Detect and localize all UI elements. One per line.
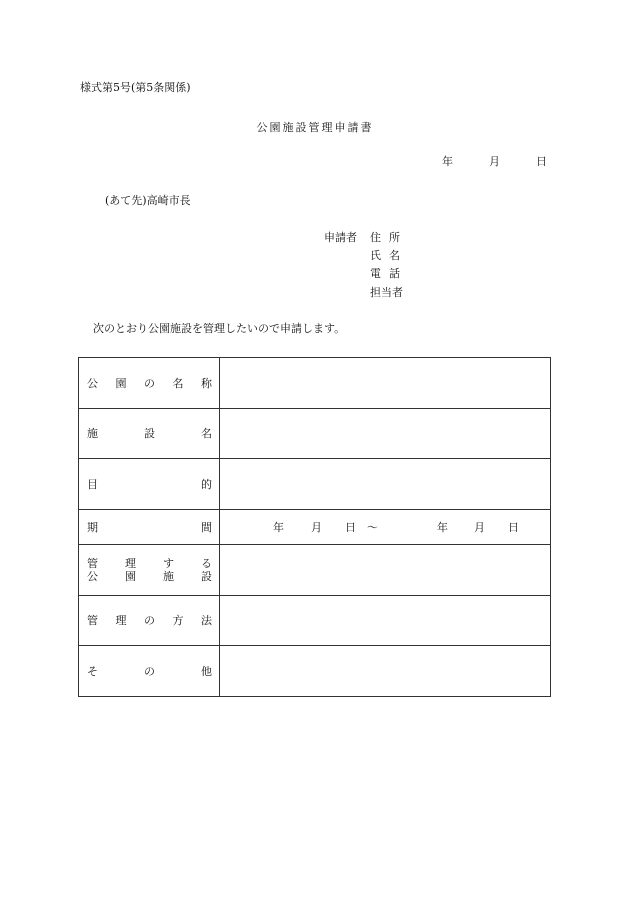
label-char: 園 — [115, 376, 127, 390]
period-label — [79, 510, 220, 545]
label-char: 間 — [201, 520, 212, 534]
label-char: 期 — [87, 520, 98, 534]
label-char: 園 — [125, 570, 136, 583]
application-table — [78, 357, 551, 697]
label-char: 設 — [144, 427, 155, 440]
table-row-purpose — [79, 459, 551, 510]
management-method-label — [79, 596, 220, 646]
period-end-day: 日 — [508, 521, 519, 534]
label-char: 的 — [201, 477, 212, 491]
table-row-period — [79, 510, 551, 545]
table-row-other — [79, 646, 551, 697]
table-row-park-name — [79, 358, 551, 409]
label-char: 名 — [201, 427, 212, 440]
other-field[interactable] — [220, 646, 551, 697]
label-char: 名 — [172, 376, 184, 390]
applicant-address-label — [370, 232, 408, 243]
label-char: 方 — [172, 614, 184, 627]
facility-name-field[interactable] — [220, 409, 551, 459]
table-row-facility-name — [79, 409, 551, 459]
label-char: す — [163, 557, 174, 570]
applicant-contact-label: 担当者 — [370, 286, 403, 299]
label-char: 設 — [201, 570, 212, 583]
label-char: 理 — [115, 614, 127, 627]
period-start-month: 月 — [311, 521, 322, 534]
applicant-phone-label — [370, 268, 408, 279]
period-end-year: 年 — [437, 521, 448, 534]
applicant-phone-text: 電話 — [370, 267, 408, 280]
period-start-day: 日 — [345, 521, 356, 534]
applicant-label: 申請者 — [324, 231, 357, 244]
label-char: 施 — [87, 427, 98, 440]
purpose-label — [79, 459, 220, 510]
applicant-name-label — [370, 250, 408, 261]
label-char: 称 — [201, 376, 212, 390]
applicant-name-text: 氏名 — [370, 249, 408, 262]
period-end-month: 月 — [474, 521, 485, 534]
label-char: 管 — [87, 557, 98, 570]
label-char: 法 — [201, 614, 212, 627]
label-char: 目 — [87, 477, 98, 491]
label-char: の — [144, 376, 155, 390]
label-char: 公 — [87, 376, 98, 390]
label-char: 公 — [87, 570, 98, 583]
document-title: 公園施設管理申請書 — [256, 121, 374, 134]
label-char: そ — [87, 664, 98, 678]
date-day-label: 日 — [536, 155, 547, 168]
label-char: る — [201, 557, 212, 570]
managed-facility-label — [79, 545, 220, 596]
management-method-field[interactable] — [220, 596, 551, 646]
period-start-year: 年 — [273, 521, 284, 534]
label-char: 他 — [201, 664, 212, 678]
table-row-managed-facility — [79, 545, 551, 596]
applicant-address-text: 住所 — [370, 231, 408, 244]
table-row-management-method — [79, 596, 551, 646]
park-name-field[interactable] — [220, 358, 551, 409]
label-char: 施 — [163, 570, 174, 583]
label-char: 管 — [87, 614, 98, 627]
date-month-label: 月 — [489, 155, 500, 168]
application-statement: 次のとおり公園施設を管理したいので申請します。 — [93, 322, 346, 335]
other-label — [79, 646, 220, 697]
label-char: の — [144, 614, 155, 627]
period-separator: ～ — [367, 521, 378, 534]
label-char: の — [144, 664, 155, 678]
form-number: 様式第5号(第5条関係) — [80, 81, 191, 94]
label-char: 理 — [125, 557, 136, 570]
period-field[interactable] — [220, 510, 551, 545]
park-name-label — [79, 358, 220, 409]
facility-name-label — [79, 409, 220, 459]
addressee: (あて先)高崎市長 — [105, 194, 191, 207]
managed-facility-field[interactable] — [220, 545, 551, 596]
purpose-field[interactable] — [220, 459, 551, 510]
date-year-label: 年 — [442, 155, 453, 168]
